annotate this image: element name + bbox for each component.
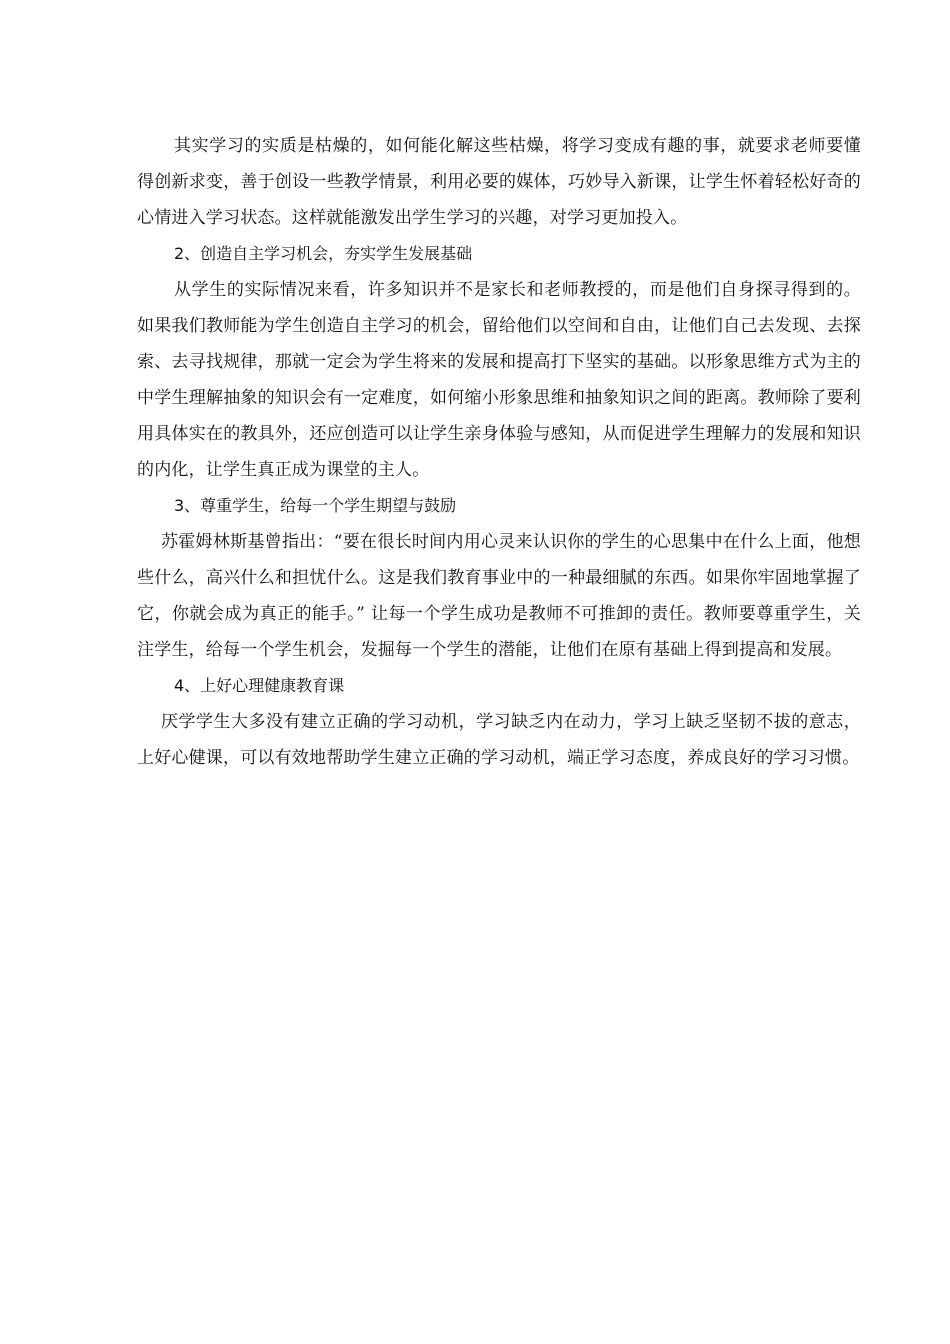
document-body bbox=[137, 128, 861, 776]
paragraph-autonomous-learning: 从学生的实际情况来看，许多知识并不是家长和老师教授的，而是他们自身探寻得到的。如果我们教师能为学生创造自主学习的机会，留给他们以空间和自由，让他们自己去发现、去探索、去寻找规律，那就一定会为学生将来的发展和提高打下坚实的基础。以形象思维方式为主的中学生理解抽象的知识会有一定难度，如何缩小形象思维和抽象知识之间的距离。教师除了要利用具体实在的教具外，还应创造可以让学生亲身体验与感知，从而促进学生理解力的发展和知识的内化，让学生真正成为课堂的主人。 bbox=[137, 280, 861, 480]
paragraph-respect-students: 苏霍姆林斯基曾指出：“要在很长时间内用心灵来认识你的学生的心思集中在什么上面，他想些什么，高兴什么和担忧什么。这是我们教育事业中的一种最细腻的东西。如果你牢固地掌握了它，你就会成为真正的能手。” 让每一个学生成功是教师不可推卸的责任。教师要尊重学生，关注学生，给每一个学生机会，发掘每一个学生的潜能，让他们在原有基础上得到提高和发展。 bbox=[137, 532, 861, 660]
paragraph-mental-health: 厌学学生大多没有建立正确的学习动机，学习缺乏内在动力，学习上缺乏坚韧不拔的意志，上好心健课，可以有效地帮助学生建立正确的学习动机，端正学习态度，养成良好的学习习惯。 bbox=[137, 712, 861, 768]
paragraph-interest: 其实学习的实质是枯燥的，如何能化解这些枯燥，将学习变成有趣的事，就要求老师要懂得创新求变，善于创设一些教学情景，利用必要的媒体，巧妙导入新课，让学生怀着轻松好奇的心情进入学习状态。这样就能激发出学生学习的兴趣，对学习更加投入。 bbox=[137, 136, 861, 228]
heading-respect-students: 3、尊重学生，给每一个学生期望与鼓励 bbox=[174, 496, 457, 515]
heading-mental-health: 4、上好心理健康教育课 bbox=[174, 676, 345, 695]
heading-autonomous-learning: 2、创造自主学习机会，夯实学生发展基础 bbox=[174, 244, 473, 263]
